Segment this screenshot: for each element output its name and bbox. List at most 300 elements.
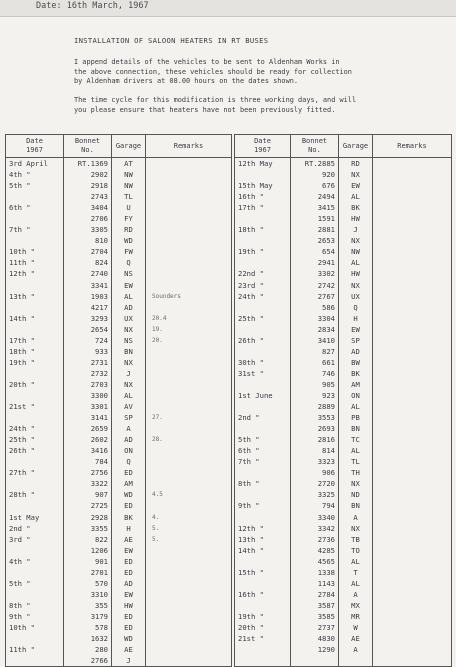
left-garage-cell: WD: [112, 235, 146, 246]
right-date-cell: 2nd ": [235, 412, 291, 423]
table-row: [6, 202, 452, 213]
right-date-cell: 19th ": [235, 611, 291, 622]
right-garage-cell: T: [339, 567, 373, 578]
table-row: [6, 169, 452, 180]
right-garage-cell: TH: [339, 467, 373, 478]
left-date-cell: 3rd ": [6, 534, 64, 545]
right-remarks-cell: [373, 268, 452, 279]
right-bonnet-cell: 1591: [291, 213, 339, 224]
right-garage-cell: MX: [339, 600, 373, 611]
right-remarks-cell: [373, 257, 452, 268]
left-remarks-cell: [146, 224, 232, 235]
right-remarks-cell: [373, 335, 452, 346]
right-date-cell: 18th ": [235, 224, 291, 235]
left-date-cell: [6, 280, 64, 291]
right-bonnet-cell: 2742: [291, 280, 339, 291]
header-date-left: Date 1967: [6, 135, 64, 158]
right-remarks-cell: [373, 622, 452, 633]
right-bonnet-cell: 3415: [291, 202, 339, 213]
right-date-cell: 13th ": [235, 534, 291, 545]
left-garage-cell: FW: [112, 246, 146, 257]
right-remarks-cell: [373, 202, 452, 213]
left-garage-cell: J: [112, 655, 146, 667]
right-bonnet-cell: 2693: [291, 423, 339, 434]
right-bonnet-cell: 3587: [291, 600, 339, 611]
left-date-cell: 10th ": [6, 246, 64, 257]
left-date-cell: 5th ": [6, 180, 64, 191]
left-remarks-cell: [146, 556, 232, 567]
table-row: [6, 158, 452, 170]
table-row: [6, 589, 452, 600]
right-date-cell: 26th ": [235, 335, 291, 346]
right-garage-cell: W: [339, 622, 373, 633]
right-bonnet-cell: 586: [291, 302, 339, 313]
schedule-table: [5, 134, 452, 667]
left-bonnet-cell: 3355: [64, 523, 112, 534]
right-garage-cell: AL: [339, 445, 373, 456]
right-bonnet-cell: 2653: [291, 235, 339, 246]
header-bonnet-right: Bonnet No.: [291, 135, 339, 158]
right-remarks-cell: [373, 655, 452, 667]
table-row: [6, 280, 452, 291]
left-bonnet-cell: 784: [64, 456, 112, 467]
left-garage-cell: A: [112, 423, 146, 434]
table-row: [6, 324, 452, 335]
left-garage-cell: AD: [112, 302, 146, 313]
right-bonnet-cell: 2834: [291, 324, 339, 335]
left-date-cell: 1st May: [6, 512, 64, 523]
left-garage-cell: AD: [112, 578, 146, 589]
left-remarks-cell: 27.: [146, 412, 232, 423]
right-garage-cell: AL: [339, 556, 373, 567]
right-remarks-cell: [373, 224, 452, 235]
left-date-cell: [6, 368, 64, 379]
right-date-cell: [235, 655, 291, 667]
right-garage-cell: A: [339, 644, 373, 655]
right-date-cell: 30th ": [235, 357, 291, 368]
left-date-cell: 17th ": [6, 335, 64, 346]
right-date-cell: 21st ": [235, 633, 291, 644]
right-remarks-cell: [373, 180, 452, 191]
left-date-cell: 11th ": [6, 644, 64, 655]
right-remarks-cell: [373, 302, 452, 313]
date-strip: [0, 0, 456, 17]
right-garage-cell: BK: [339, 368, 373, 379]
left-date-cell: 11th ": [6, 257, 64, 268]
left-bonnet-cell: 822: [64, 534, 112, 545]
left-date-cell: 8th ": [6, 600, 64, 611]
right-date-cell: 5th ": [235, 434, 291, 445]
right-garage-cell: TO: [339, 545, 373, 556]
left-date-cell: 4th ": [6, 556, 64, 567]
left-remarks-cell: [146, 478, 232, 489]
left-date-cell: 20th ": [6, 379, 64, 390]
left-remarks-cell: 5.: [146, 523, 232, 534]
left-garage-cell: AL: [112, 390, 146, 401]
right-garage-cell: A: [339, 589, 373, 600]
header-remarks-right: Remarks: [373, 135, 452, 158]
left-garage-cell: AD: [112, 434, 146, 445]
left-remarks-cell: [146, 257, 232, 268]
right-date-cell: [235, 235, 291, 246]
left-date-cell: [6, 589, 64, 600]
right-remarks-cell: [373, 368, 452, 379]
right-remarks-cell: [373, 523, 452, 534]
table-body: [6, 158, 452, 667]
left-date-cell: [6, 390, 64, 401]
document-date: Date: 16th March, 1967: [36, 1, 149, 11]
left-date-cell: 27th ": [6, 467, 64, 478]
right-bonnet-cell: 2784: [291, 589, 339, 600]
left-remarks-cell: [146, 655, 232, 667]
right-remarks-cell: [373, 401, 452, 412]
table-row: [6, 335, 452, 346]
right-garage-cell: AL: [339, 191, 373, 202]
left-remarks-cell: [146, 202, 232, 213]
right-date-cell: 7th ": [235, 456, 291, 467]
right-bonnet-cell: RT.2885: [291, 158, 339, 170]
table-row: [6, 423, 452, 434]
left-date-cell: 12th ": [6, 268, 64, 279]
left-date-cell: 25th ": [6, 434, 64, 445]
left-garage-cell: NW: [112, 180, 146, 191]
right-garage-cell: AL: [339, 257, 373, 268]
left-bonnet-cell: 2756: [64, 467, 112, 478]
left-bonnet-cell: 2704: [64, 246, 112, 257]
table-row: [6, 191, 452, 202]
right-remarks-cell: [373, 280, 452, 291]
right-bonnet-cell: 1338: [291, 567, 339, 578]
left-remarks-cell: [146, 357, 232, 368]
right-date-cell: 15th May: [235, 180, 291, 191]
right-remarks-cell: [373, 357, 452, 368]
right-date-cell: 16th ": [235, 589, 291, 600]
left-bonnet-cell: 1903: [64, 291, 112, 302]
left-date-cell: [6, 655, 64, 667]
table-row: [6, 313, 452, 324]
left-garage-cell: TL: [112, 191, 146, 202]
left-remarks-cell: [146, 611, 232, 622]
left-remarks-cell: [146, 445, 232, 456]
right-date-cell: 15th ": [235, 567, 291, 578]
right-bonnet-cell: 3302: [291, 268, 339, 279]
right-garage-cell: BW: [339, 357, 373, 368]
table-row: [6, 489, 452, 500]
left-bonnet-cell: 3179: [64, 611, 112, 622]
left-garage-cell: ED: [112, 567, 146, 578]
left-bonnet-cell: 3301: [64, 401, 112, 412]
right-garage-cell: BK: [339, 202, 373, 213]
left-garage-cell: WD: [112, 633, 146, 644]
table-row: [6, 445, 452, 456]
right-remarks-cell: [373, 235, 452, 246]
left-garage-cell: H: [112, 523, 146, 534]
left-date-cell: 28th ": [6, 489, 64, 500]
left-bonnet-cell: 3416: [64, 445, 112, 456]
left-bonnet-cell: 2766: [64, 655, 112, 667]
left-date-cell: [6, 567, 64, 578]
left-bonnet-cell: 2654: [64, 324, 112, 335]
right-bonnet-cell: 3340: [291, 512, 339, 523]
right-garage-cell: TL: [339, 456, 373, 467]
left-remarks-cell: [146, 390, 232, 401]
right-garage-cell: TB: [339, 534, 373, 545]
right-bonnet-cell: 3342: [291, 523, 339, 534]
left-bonnet-cell: 2743: [64, 191, 112, 202]
left-bonnet-cell: RT.1369: [64, 158, 112, 170]
left-remarks-cell: [146, 467, 232, 478]
left-garage-cell: Q: [112, 257, 146, 268]
left-date-cell: [6, 213, 64, 224]
left-date-cell: 24th ": [6, 423, 64, 434]
left-bonnet-cell: 2732: [64, 368, 112, 379]
left-remarks-cell: [146, 545, 232, 556]
right-garage-cell: MR: [339, 611, 373, 622]
right-garage-cell: NX: [339, 169, 373, 180]
right-date-cell: [235, 324, 291, 335]
left-bonnet-cell: 1206: [64, 545, 112, 556]
left-garage-cell: ON: [112, 445, 146, 456]
left-garage-cell: HW: [112, 600, 146, 611]
right-garage-cell: NX: [339, 235, 373, 246]
left-garage-cell: AM: [112, 478, 146, 489]
right-date-cell: 16th ": [235, 191, 291, 202]
right-remarks-cell: [373, 324, 452, 335]
left-bonnet-cell: 355: [64, 600, 112, 611]
header-garage-left: Garage: [112, 135, 146, 158]
right-date-cell: 12th May: [235, 158, 291, 170]
right-garage-cell: J: [339, 224, 373, 235]
left-garage-cell: NX: [112, 357, 146, 368]
right-bonnet-cell: 2736: [291, 534, 339, 545]
table-row: [6, 512, 452, 523]
right-garage-cell: ND: [339, 489, 373, 500]
right-date-cell: [235, 379, 291, 390]
right-remarks-cell: [373, 313, 452, 324]
right-bonnet-cell: 2881: [291, 224, 339, 235]
left-remarks-cell: [146, 423, 232, 434]
table-row: [6, 467, 452, 478]
right-remarks-cell: [373, 434, 452, 445]
table-row: [6, 567, 452, 578]
right-remarks-cell: [373, 390, 452, 401]
right-garage-cell: BN: [339, 423, 373, 434]
right-date-cell: [235, 213, 291, 224]
left-bonnet-cell: 3293: [64, 313, 112, 324]
left-bonnet-cell: 2725: [64, 500, 112, 511]
right-bonnet-cell: 3304: [291, 313, 339, 324]
left-bonnet-cell: 2731: [64, 357, 112, 368]
right-bonnet-cell: 923: [291, 390, 339, 401]
left-date-cell: 4th ": [6, 169, 64, 180]
left-garage-cell: EW: [112, 589, 146, 600]
left-remarks-cell: 19.: [146, 324, 232, 335]
right-bonnet-cell: 661: [291, 357, 339, 368]
table-row: [6, 390, 452, 401]
left-remarks-cell: [146, 589, 232, 600]
left-remarks-cell: [146, 302, 232, 313]
right-bonnet-cell: 4830: [291, 633, 339, 644]
left-bonnet-cell: 3310: [64, 589, 112, 600]
right-garage-cell: RD: [339, 158, 373, 170]
right-date-cell: 6th ": [235, 445, 291, 456]
left-garage-cell: FY: [112, 213, 146, 224]
left-remarks-cell: [146, 158, 232, 170]
left-garage-cell: BN: [112, 346, 146, 357]
left-remarks-cell: 4.: [146, 512, 232, 523]
left-date-cell: [6, 235, 64, 246]
left-bonnet-cell: 3305: [64, 224, 112, 235]
right-garage-cell: AE: [339, 633, 373, 644]
left-bonnet-cell: 3322: [64, 478, 112, 489]
table-row: [6, 622, 452, 633]
table-row: [6, 357, 452, 368]
right-date-cell: [235, 489, 291, 500]
left-garage-cell: EW: [112, 280, 146, 291]
right-date-cell: [235, 556, 291, 567]
time-cycle-paragraph: The time cycle for this modification is three working days, and will you please ensure that heaters have not been previously fitted.: [74, 96, 357, 114]
left-date-cell: 7th ": [6, 224, 64, 235]
left-date-cell: 13th ": [6, 291, 64, 302]
left-garage-cell: ED: [112, 611, 146, 622]
table-row: [6, 578, 452, 589]
left-remarks-cell: [146, 280, 232, 291]
left-garage-cell: RD: [112, 224, 146, 235]
left-bonnet-cell: 2740: [64, 268, 112, 279]
left-garage-cell: AE: [112, 534, 146, 545]
left-bonnet-cell: 2602: [64, 434, 112, 445]
left-remarks-cell: [146, 456, 232, 467]
right-remarks-cell: [373, 423, 452, 434]
left-remarks-cell: [146, 169, 232, 180]
right-remarks-cell: [373, 158, 452, 170]
right-remarks-cell: [373, 489, 452, 500]
left-date-cell: 3rd April: [6, 158, 64, 170]
right-garage-cell: EW: [339, 180, 373, 191]
left-bonnet-cell: 570: [64, 578, 112, 589]
header-bonnet-left: Bonnet No.: [64, 135, 112, 158]
left-date-cell: 6th ": [6, 202, 64, 213]
right-bonnet-cell: 2737: [291, 622, 339, 633]
right-remarks-cell: [373, 213, 452, 224]
right-date-cell: [235, 169, 291, 180]
right-remarks-cell: [373, 169, 452, 180]
right-remarks-cell: [373, 246, 452, 257]
right-date-cell: 17th ": [235, 202, 291, 213]
table-row: [6, 246, 452, 257]
left-bonnet-cell: 810: [64, 235, 112, 246]
right-garage-cell: AL: [339, 578, 373, 589]
header-date-right: Date 1967: [235, 135, 291, 158]
right-date-cell: [235, 401, 291, 412]
left-date-cell: 9th ": [6, 611, 64, 622]
right-bonnet-cell: 906: [291, 467, 339, 478]
left-date-cell: [6, 191, 64, 202]
header-remarks-left: Remarks: [146, 135, 232, 158]
table-row: [6, 633, 452, 644]
left-garage-cell: NX: [112, 379, 146, 390]
left-remarks-cell: [146, 633, 232, 644]
right-bonnet-cell: 746: [291, 368, 339, 379]
left-date-cell: [6, 456, 64, 467]
table-row: [6, 534, 452, 545]
table-row: [6, 379, 452, 390]
left-garage-cell: NS: [112, 268, 146, 279]
right-remarks-cell: [373, 456, 452, 467]
right-bonnet-cell: 4285: [291, 545, 339, 556]
table-row: [6, 412, 452, 423]
table-row: [6, 456, 452, 467]
right-date-cell: 8th ": [235, 478, 291, 489]
left-bonnet-cell: 907: [64, 489, 112, 500]
left-date-cell: [6, 324, 64, 335]
left-bonnet-cell: 901: [64, 556, 112, 567]
left-garage-cell: BK: [112, 512, 146, 523]
left-remarks-cell: [146, 213, 232, 224]
table-row: [6, 302, 452, 313]
left-remarks-cell: [146, 567, 232, 578]
right-remarks-cell: [373, 500, 452, 511]
left-garage-cell: EW: [112, 545, 146, 556]
right-remarks-cell: [373, 644, 452, 655]
right-bonnet-cell: [291, 655, 339, 667]
right-garage-cell: AL: [339, 401, 373, 412]
left-garage-cell: ED: [112, 500, 146, 511]
table-row: [6, 401, 452, 412]
right-remarks-cell: [373, 545, 452, 556]
left-bonnet-cell: 4217: [64, 302, 112, 313]
left-bonnet-cell: 3300: [64, 390, 112, 401]
right-garage-cell: Q: [339, 302, 373, 313]
left-remarks-cell: [146, 500, 232, 511]
right-garage-cell: A: [339, 512, 373, 523]
right-garage-cell: HW: [339, 268, 373, 279]
table-header-row: [6, 135, 452, 158]
right-date-cell: [235, 257, 291, 268]
table-row: [6, 434, 452, 445]
table-row: [6, 346, 452, 357]
intro-paragraph: I append details of the vehicles to be sent to Aldenham Works in the above connection, these vehicles should be ready for collection by Aldenham drivers at 08.00 hours on the dates shown.: [74, 58, 352, 86]
left-garage-cell: ED: [112, 467, 146, 478]
left-remarks-cell: [146, 268, 232, 279]
right-date-cell: [235, 346, 291, 357]
table-row: [6, 235, 452, 246]
table-row: [6, 368, 452, 379]
right-remarks-cell: [373, 379, 452, 390]
right-date-cell: 24th ": [235, 291, 291, 302]
right-bonnet-cell: 1290: [291, 644, 339, 655]
right-garage-cell: PB: [339, 412, 373, 423]
right-garage-cell: AD: [339, 346, 373, 357]
left-remarks-cell: 5.: [146, 534, 232, 545]
left-remarks-cell: [146, 235, 232, 246]
table-row: [6, 268, 452, 279]
left-date-cell: 10th ": [6, 622, 64, 633]
right-date-cell: 19th ": [235, 246, 291, 257]
right-garage-cell: ON: [339, 390, 373, 401]
right-remarks-cell: [373, 556, 452, 567]
right-bonnet-cell: 2720: [291, 478, 339, 489]
right-remarks-cell: [373, 600, 452, 611]
left-garage-cell: SP: [112, 412, 146, 423]
left-bonnet-cell: 933: [64, 346, 112, 357]
left-bonnet-cell: 2706: [64, 213, 112, 224]
table-row: [6, 556, 452, 567]
left-date-cell: 5th ": [6, 578, 64, 589]
table-row: [6, 180, 452, 191]
right-date-cell: 9th ": [235, 500, 291, 511]
left-bonnet-cell: 578: [64, 622, 112, 633]
